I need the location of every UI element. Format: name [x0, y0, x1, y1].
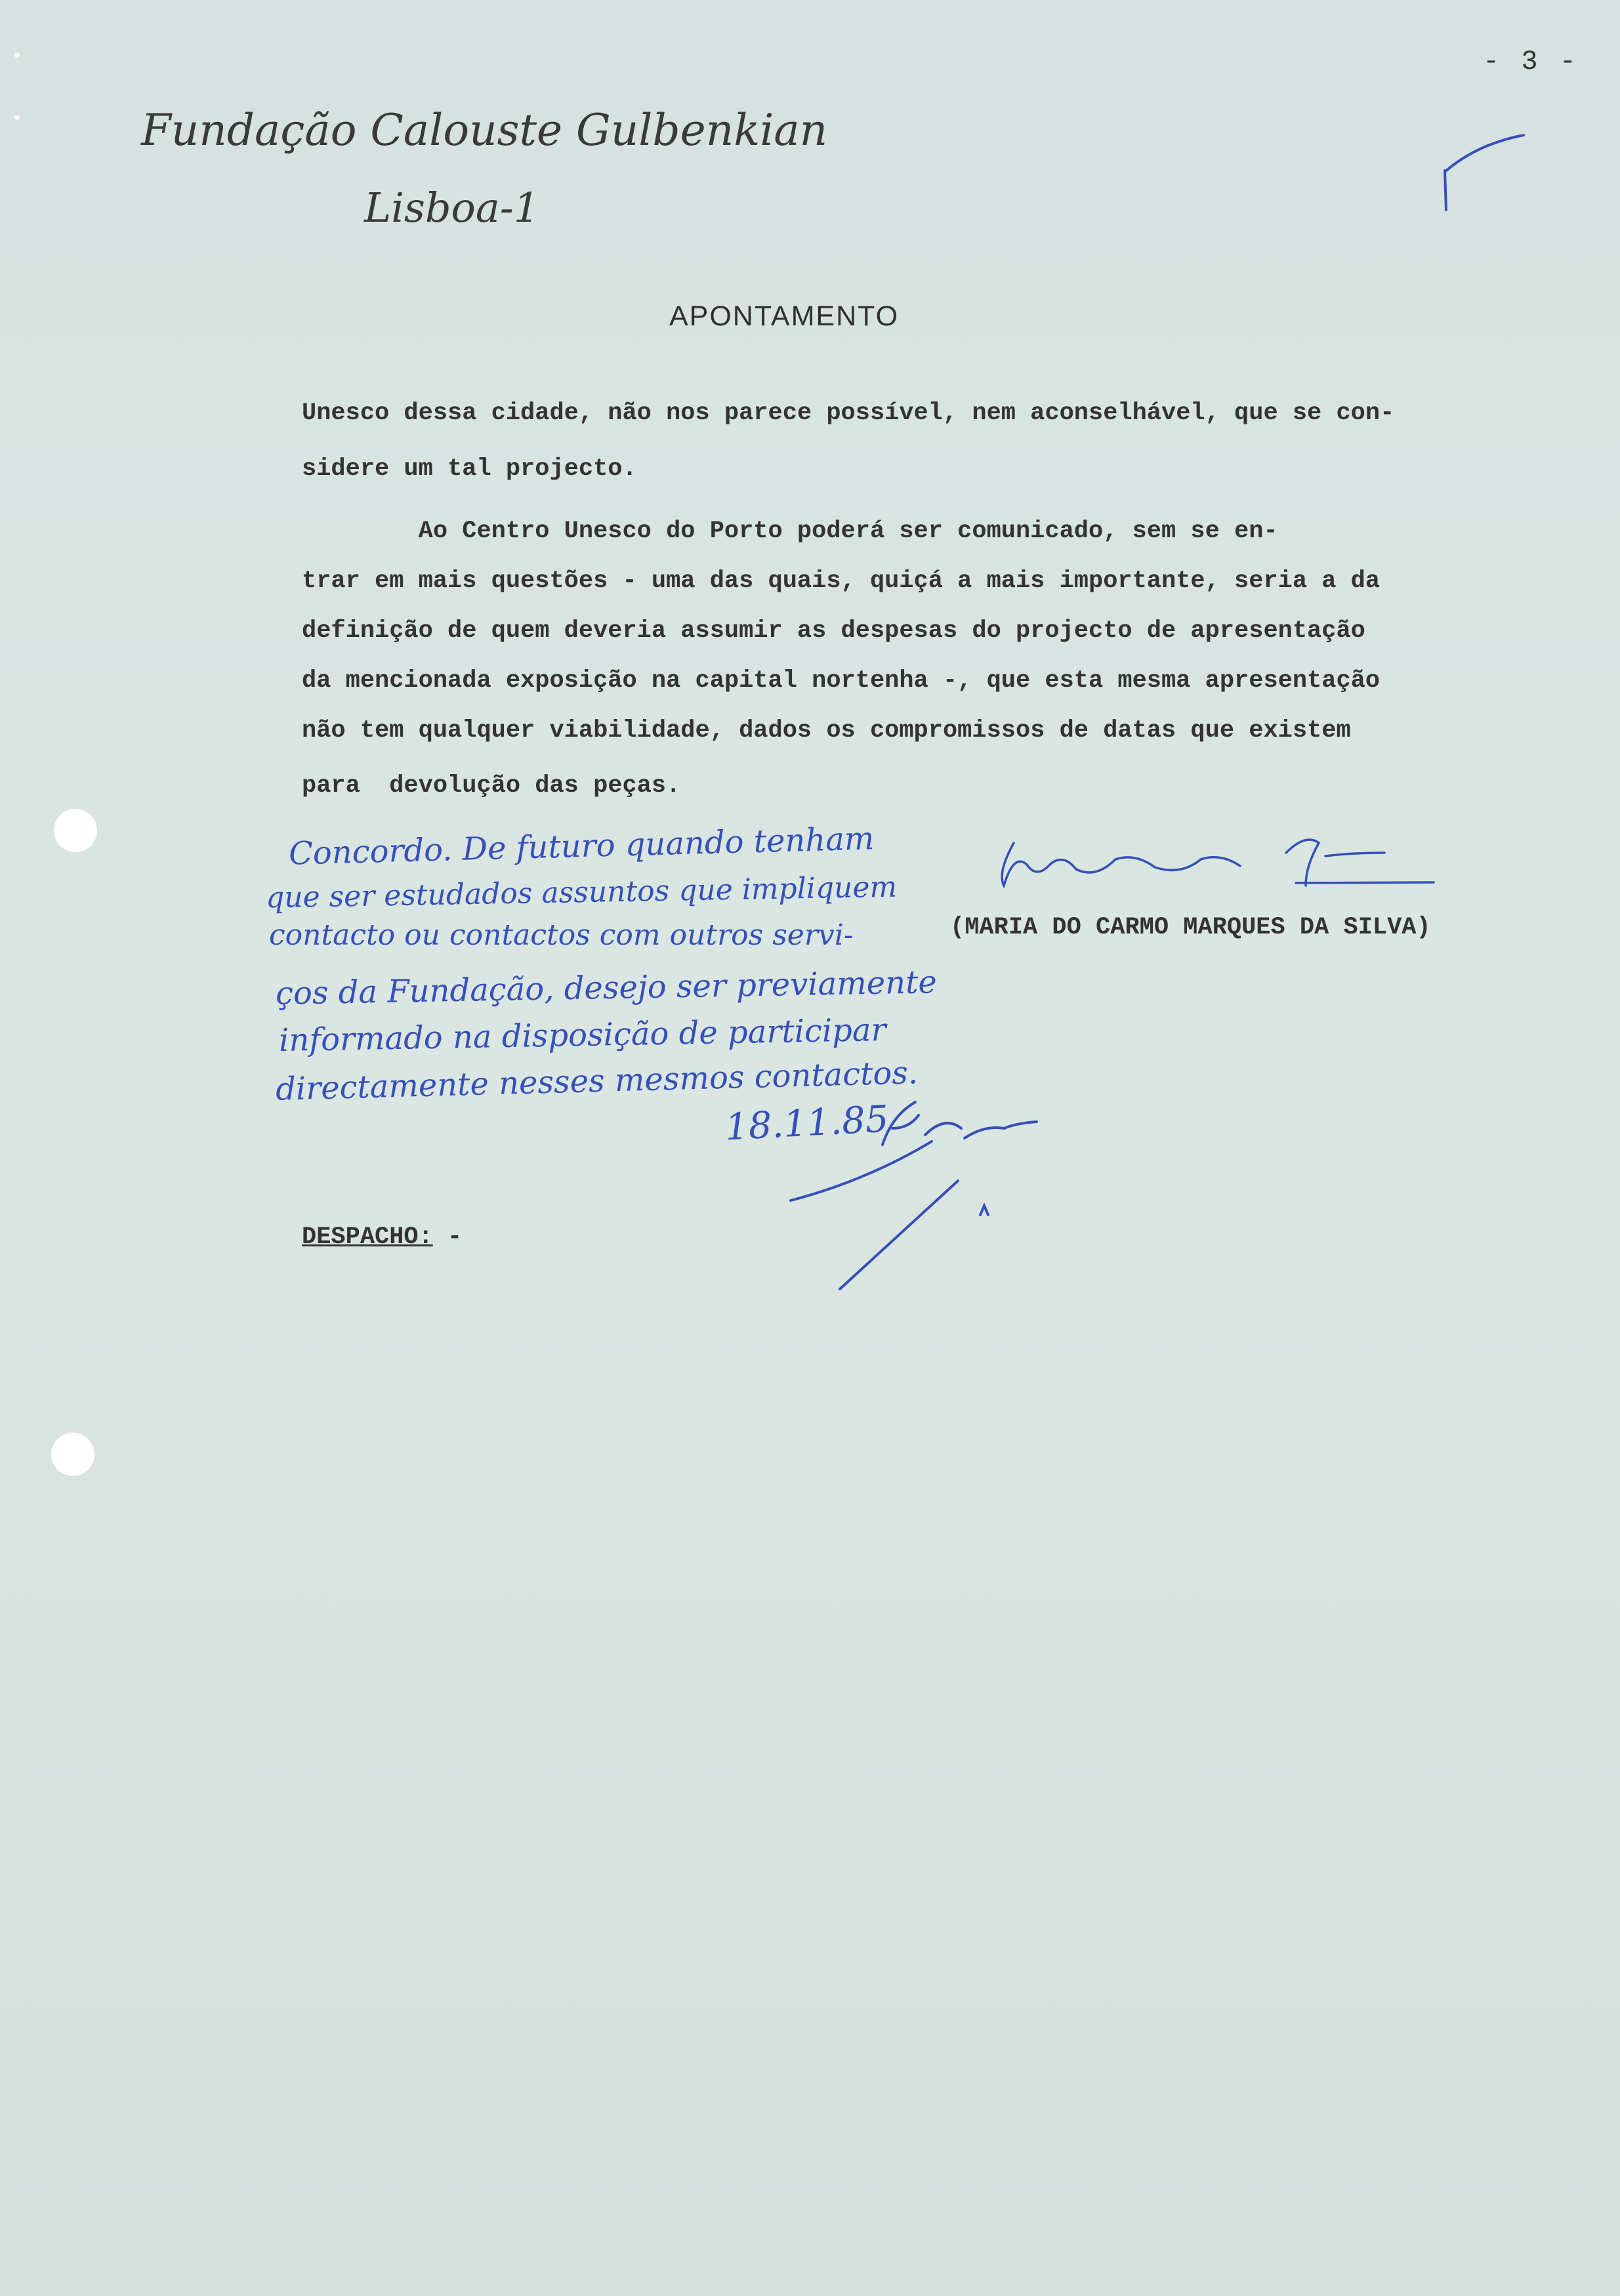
letterhead-name: Fundação Calouste Gulbenkian — [141, 105, 828, 155]
handwritten-date: 18.11.85 — [724, 1097, 890, 1149]
caret-mark — [980, 1206, 988, 1215]
handwritten-note-line: ços da Fundação, desejo ser previamente — [275, 964, 938, 1012]
despacho-label: DESPACHO: — [302, 1223, 433, 1251]
document-title: APONTAMENTO — [669, 300, 900, 332]
body-line: Unesco dessa cidade, não nos parece possível, nem aconselhável, que se con- — [302, 400, 1395, 427]
body-line: definição de quem deveria assumir as despesas do projecto de apresentação — [302, 617, 1365, 645]
handwritten-note-line: Concordo. De futuro quando tenham — [288, 820, 875, 872]
body-line: da mencionada exposição na capital nortenha -, que esta mesma apresentação — [302, 667, 1381, 695]
handwritten-note-line: que ser estudados assuntos que impliquem — [265, 870, 898, 915]
page-number: - 3 - — [1483, 46, 1579, 77]
handwritten-note-line: informado na disposição de participar — [278, 1011, 886, 1059]
body-line: Ao Centro Unesco do Porto poderá ser comunicado, sem se en- — [302, 518, 1278, 545]
check-mark — [1445, 135, 1524, 210]
signatory-name: (MARIA DO CARMO MARQUES DA SILVA) — [950, 914, 1431, 941]
handwritten-note-line: contacto ou contactos com outros servi- — [269, 918, 854, 952]
body-line: para devolução das peças. — [302, 772, 681, 800]
body-line: sidere um tal projecto. — [302, 455, 637, 483]
handwritten-note-line: directamente nesses mesmos contactos. — [275, 1054, 919, 1108]
initials — [791, 1102, 1037, 1289]
body-line: trar em mais questões - uma das quais, quiçá a mais importante, seria a da — [302, 567, 1381, 595]
despacho-value: - — [432, 1223, 463, 1251]
letterhead-city: Lisboa-1 — [364, 184, 540, 232]
body-line: não tem qualquer viabilidade, dados os compromissos de datas que existem — [302, 717, 1351, 745]
signature — [1002, 840, 1434, 886]
